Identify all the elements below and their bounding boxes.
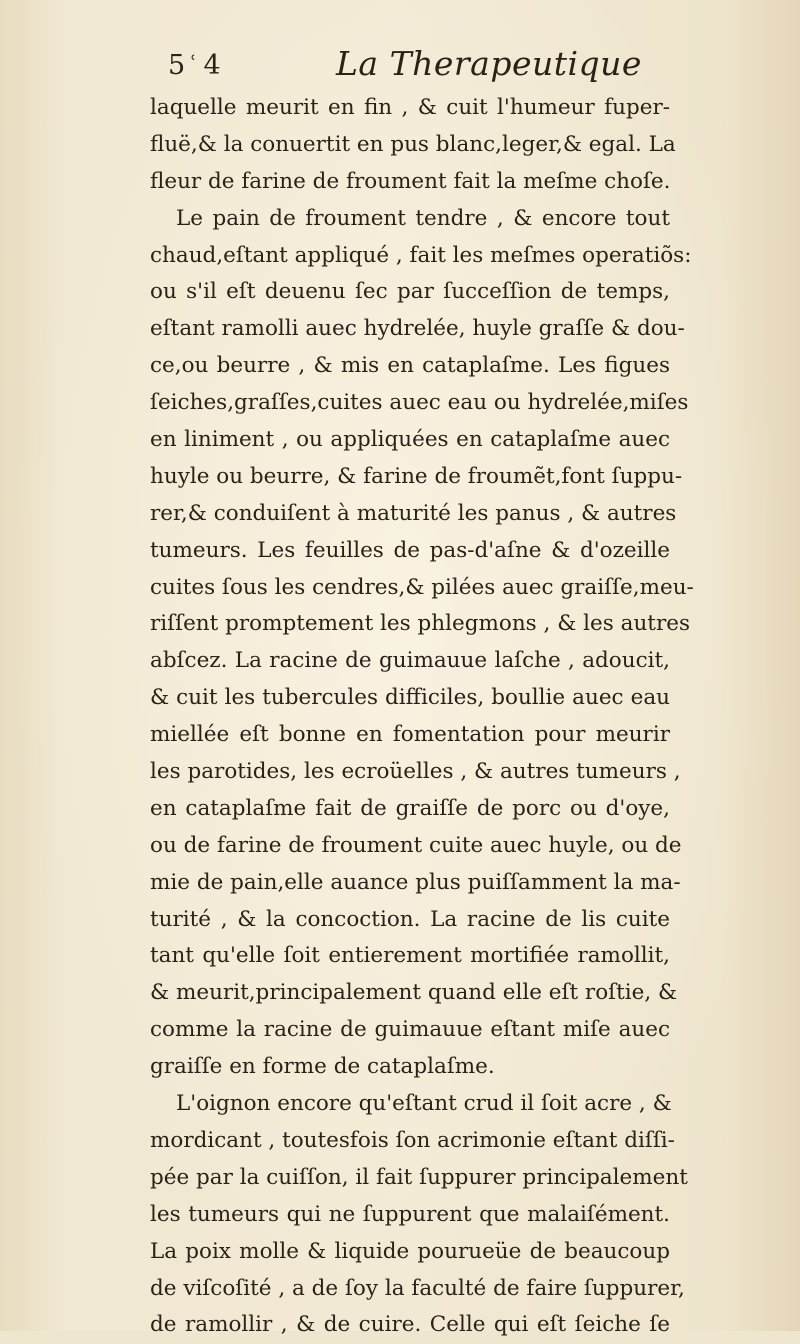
text-line: & cuit les tubercules difficiles, boullie auec eau	[150, 685, 670, 711]
text-line: mie de pain,elle auance plus puiſſamment la ma-	[150, 869, 681, 895]
text-line: huyle ou beurre, & farine de froumẽt,font ſuppu-	[150, 463, 683, 489]
text-line: comme la racine de guimauue eſtant miſe auec	[150, 1017, 670, 1043]
text-line: chaud,eſtant appliqué , fait les meſmes operatiõs:	[150, 242, 692, 268]
text-line: graiſſe en forme de cataplaſme.	[150, 1054, 495, 1080]
text-line: Le pain de froument tendre , & encore tout	[176, 205, 670, 231]
text-line: laquelle meurit en fin , & cuit l'humeur fuper-	[150, 95, 670, 120]
text-line: tumeurs. Les feuilles de pas-d'aſne & d'ozeille	[150, 537, 670, 563]
text-line: en cataplaſme fait de graiſſe de porc ou d'oye,	[150, 795, 670, 821]
text-line: ſeiches,graſſes,cuites auec eau ou hydrelée,miſes	[150, 390, 689, 416]
text-line: cuites ſous les cendres,& pilées auec graiſſe,meu-	[150, 574, 694, 600]
text-line: & meurit,principalement quand elle eſt roſtie, &	[150, 980, 678, 1006]
text-line: de ramollir , & de cuire. Celle qui eſt ſeiche ſe	[150, 1312, 670, 1338]
text-line: ou s'il eſt deuenu ſec par ſucceſſion de temps,	[150, 279, 670, 305]
text-line: L'oignon encore qu'eſtant crud il ſoit acre , &	[176, 1091, 672, 1117]
text-line: les parotides, les ecroüelles , & autres tumeurs ,	[150, 759, 681, 785]
text-line: tant qu'elle ſoit entierement mortifiée ramollit,	[150, 943, 670, 969]
running-title: La Therapeutique	[336, 44, 642, 83]
text-line: riſſent promptement les phlegmons , & les autres	[150, 611, 690, 637]
text-line: pée par la cuiſſon, il fait ſuppurer principalement	[150, 1164, 688, 1190]
text-line: en liniment , ou appliquées en cataplaſme auec	[150, 427, 670, 453]
text-line: fleur de farine de froument fait la meſme choſe.	[150, 168, 671, 194]
text-line: miellée eſt bonne en fomentation pour meurir	[150, 722, 670, 748]
text-line: ce,ou beurre , & mis en cataplaſme. Les figues	[150, 353, 670, 379]
text-line: turité , & la concoction. La racine de lis cuite	[150, 906, 670, 932]
page-number: 5 ͑ 4	[168, 50, 222, 81]
text-line: fluë,& la conuertit en pus blanc,leger,& egal. La	[150, 131, 676, 157]
text-line: rer,& conduiſent à maturité les panus , & autres	[150, 500, 677, 526]
page-header	[160, 44, 660, 88]
text-line: de viſcoſité , a de ſoy la faculté de faire ſuppurer,	[150, 1275, 685, 1301]
body-text	[150, 90, 694, 1344]
text-line: La poix molle & liquide pourueüe de beaucoup	[150, 1238, 670, 1264]
text-line: ou de farine de froument cuite auec huyle, ou de	[150, 832, 682, 858]
text-line: les tumeurs qui ne ſuppurent que malaiſément.	[150, 1201, 670, 1227]
text-line: mordicant , toutesfois ſon acrimonie eſtant diſſi-	[150, 1127, 675, 1153]
text-line: abſcez. La racine de guimauue laſche , adoucit,	[150, 648, 670, 674]
text-line: eſtant ramolli auec hydrelée, huyle graſſe & dou-	[150, 316, 685, 342]
